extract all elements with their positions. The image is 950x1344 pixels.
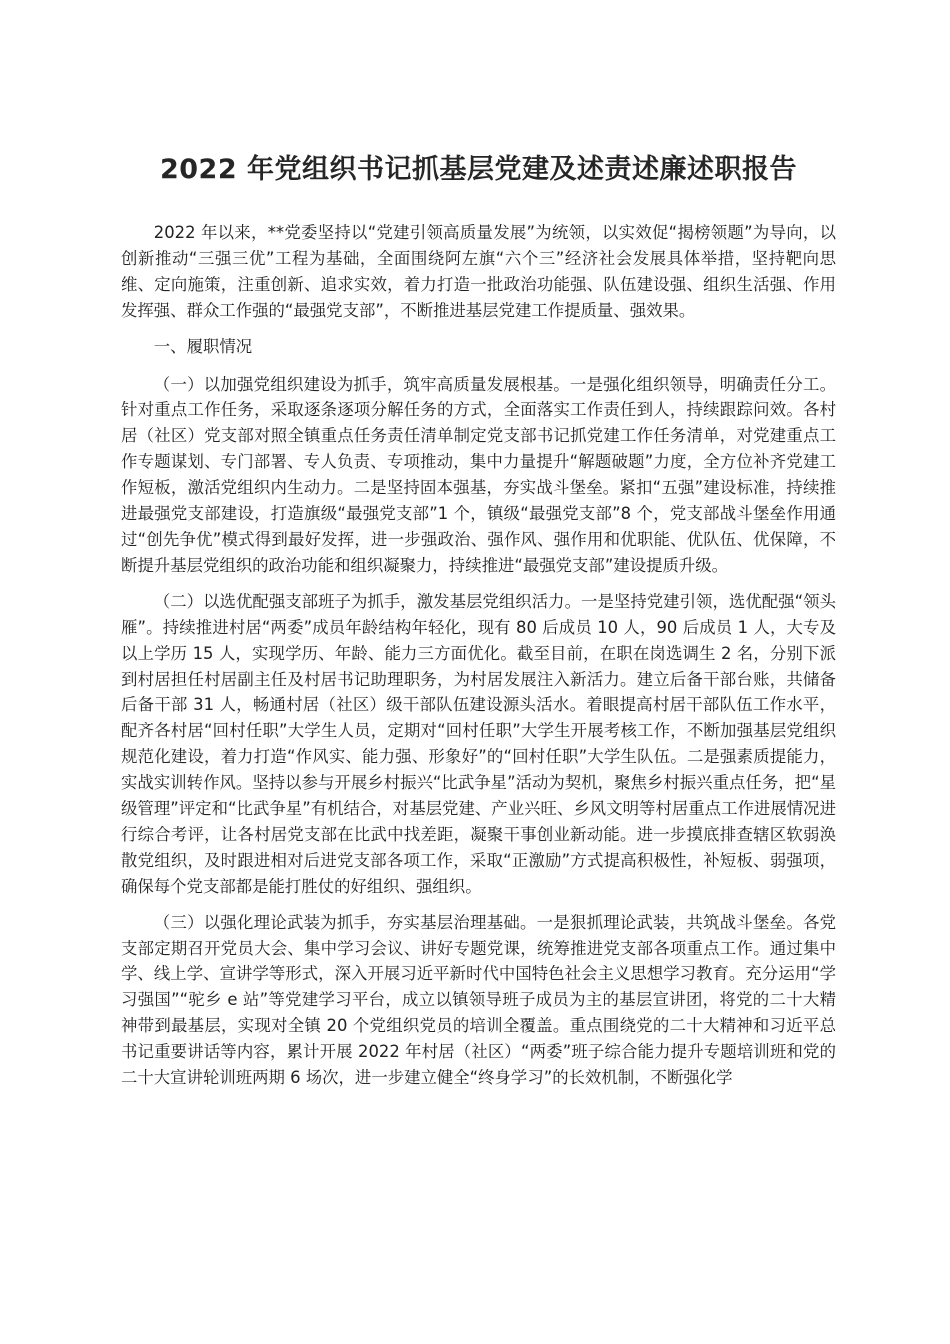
paragraph-theory-study: （三）以强化理论武装为抓手，夯实基层治理基础。一是狠抓理论武装，共筑战斗堡垒。各党支部定期召开党员大会、集中学习会议、讲好专题党课，统筹推进党支部各项重点工作。通过集中学、线上学、宣讲学等形式，深入开展习近平新时代中国特色社会主义思想学习教育。充分运用“学习强国”“驼乡 e 站”等党建学习平台，成立以镇领导班子成员为主的基层宣讲团，将党的二十大精神带到最基层，实现对全镇 20 个党组织党员的培训全覆盖。重点围绕党的二十大精神和习近平总书记重要讲话等内容，累计开展 2022 年村居（社区）“两委”班子综合能力提升专题培训班和党的二十大宣讲轮训班两期 6 场次，进一步建立健全“终身学习”的长效机制，不断强化学	[121, 912, 836, 1088]
paragraph-org-building: （一）以加强党组织建设为抓手，筑牢高质量发展根基。一是强化组织领导，明确责任分工。针对重点工作任务，采取逐条逐项分解任务的方式，全面落实工作责任到人，持续跟踪问效。各村居（社区）党支部对照全镇重点任务责任清单制定党支部书记抓党建工作任务清单，对党建重点工作专题谋划、专门部署、专人负责、专项推动，集中力量提升“解题破题”力度，全方位补齐党建工作短板，激活党组织内生动力。二是坚持固本强基，夯实战斗堡垒。紧扣“五强”建设标准，持续推进最强党支部建设，打造旗级“最强党支部”1 个，镇级“最强党支部”8 个，党支部战斗堡垒作用通过“创先争优”模式得到最好发挥，进一步强政治、强作风、强作用和优职能、优队伍、优保障，不断提升基层党组织的政治功能和组织凝聚力，持续推进“最强党支部”建设提质升级。	[121, 374, 836, 575]
page-title: 2022 年党组织书记抓基层党建及述责述廉述职报告	[159, 154, 798, 185]
paragraph-branch-team: （二）以选优配强支部班子为抓手，激发基层党组织活力。一是坚持党建引领，选优配强“领头雁”。持续推进村居“两委”成员年龄结构年轻化，现有 80 后成员 10 人，90 后成员 1 人，大专及以上学历 15 人，实现学历、年龄、能力三方面优化。截至目前，在职在岗选调生 2 名，分别下派到村居担任村居副主任及村居书记助理职务，为村居发展注入新活力。建立后备干部台账，共储备后备干部 31 人，畅通村居（社区）级干部队伍建设源头活水。着眼提高村居干部队伍工作水平，配齐各村居“回村任职”大学生人员，定期对“回村任职”大学生开展考核工作，不断加强基层党组织规范化建设，着力打造“作风实、能力强、形象好”的“回村任职”大学生队伍。二是强素质提能力，实战实训转作风。坚持以参与开展乡村振兴“比武争星”活动为契机，聚焦乡村振兴重点任务，把“星级管理”评定和“比武争星”有机结合，对基层党建、产业兴旺、乡风文明等村居重点工作进展情况进行综合考评，让各村居党支部在比武中找差距，凝聚干事创业新动能。进一步摸底排查辖区软弱涣散党组织，及时跟进相对后进党支部各项工作，采取“正激励”方式提高积极性，补短板、弱强项，确保每个党支部都是能打胜仗的好组织、强组织。	[121, 591, 836, 896]
intro-paragraph: 2022 年以来，**党委坚持以“党建引领高质量发展”为统领，以实效促“揭榜领题”为导向，以创新推动“三强三优”工程为基础，全面围绕阿左旗“六个三”经济社会发展具体举措，坚持靶向思维、定向施策，注重创新、追求实效，着力打造一批政治功能强、队伍建设强、组织生活强、作用发挥强、群众工作强的“最强党支部”，不断推进基层党建工作提质量、强效果。	[121, 223, 836, 320]
section-heading-duties: 一、履职情况	[153, 336, 253, 356]
document-page	[121, 150, 836, 1101]
